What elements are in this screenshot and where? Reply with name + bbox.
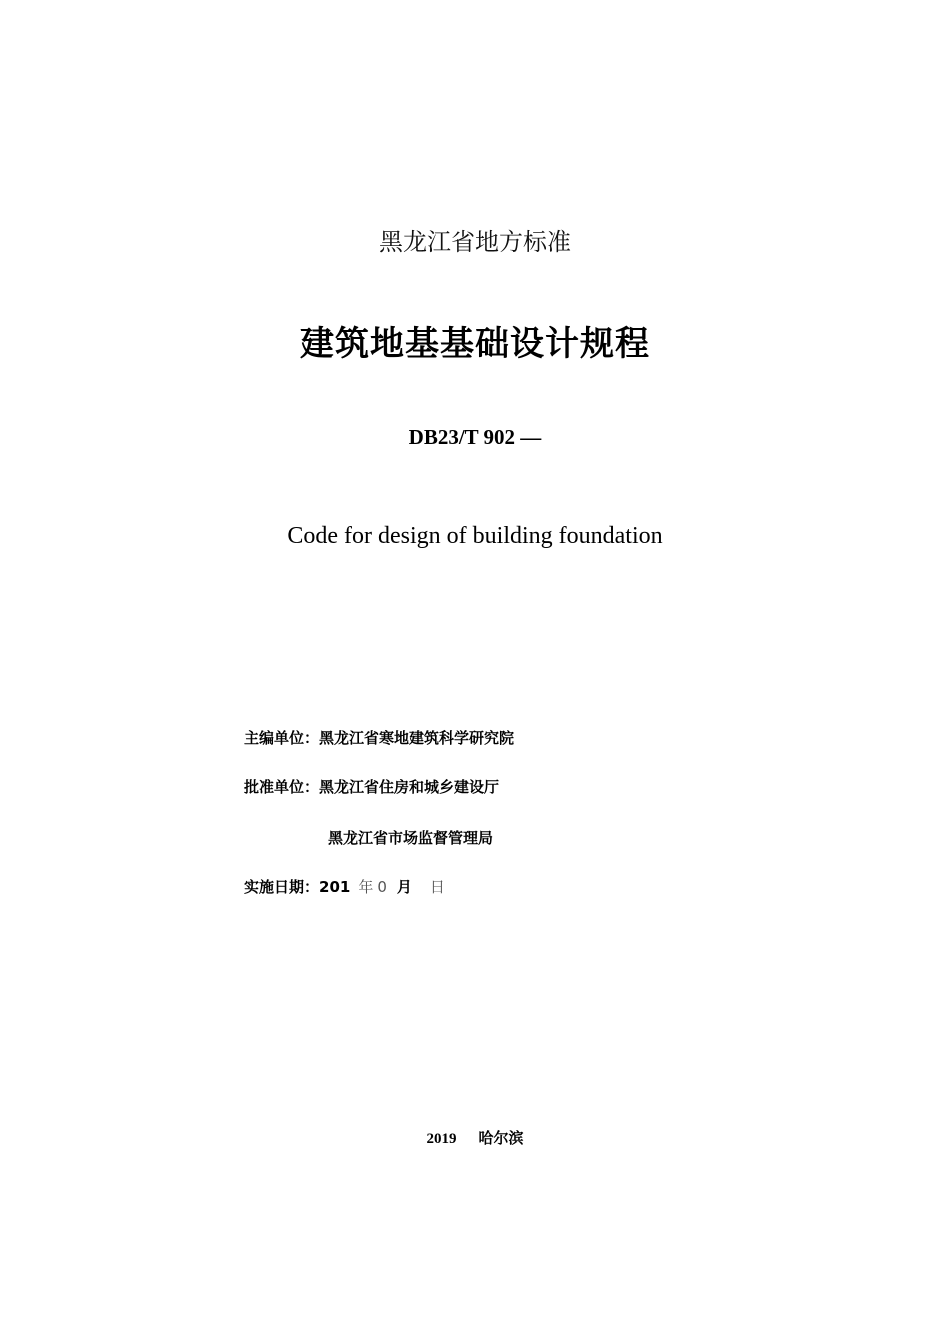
approver-label: 批准单位： bbox=[244, 778, 320, 796]
standard-type-heading: 黑龙江省地方标准 bbox=[379, 228, 571, 256]
approver-value-primary: 黑龙江省住房和城乡建设厅 bbox=[319, 778, 500, 796]
publication-footer bbox=[0, 1127, 950, 1148]
effective-date-row bbox=[244, 877, 445, 897]
english-title: Code for design of building foundation bbox=[287, 523, 663, 549]
editor-row bbox=[244, 728, 514, 748]
effective-year: 201 bbox=[319, 878, 351, 896]
effective-date-label: 实施日期： bbox=[244, 878, 320, 896]
publication-city: 哈尔滨 bbox=[478, 1129, 524, 1147]
approver-row bbox=[244, 777, 499, 797]
effective-month: 0 bbox=[377, 878, 387, 896]
approver-value-secondary: 黑龙江省市场监督管理局 bbox=[328, 829, 494, 847]
approver-row-secondary bbox=[328, 828, 493, 848]
editor-label: 主编单位： bbox=[244, 729, 320, 747]
editor-value: 黑龙江省寒地建筑科学研究院 bbox=[319, 729, 515, 747]
standard-number: DB23/T 902 — bbox=[408, 425, 542, 449]
effective-month-unit: 月 bbox=[396, 878, 412, 896]
publication-year: 2019 bbox=[426, 1131, 457, 1147]
effective-year-unit: 年 bbox=[358, 878, 374, 896]
effective-day-unit: 日 bbox=[429, 878, 445, 896]
document-title: 建筑地基基础设计规程 bbox=[300, 324, 650, 364]
